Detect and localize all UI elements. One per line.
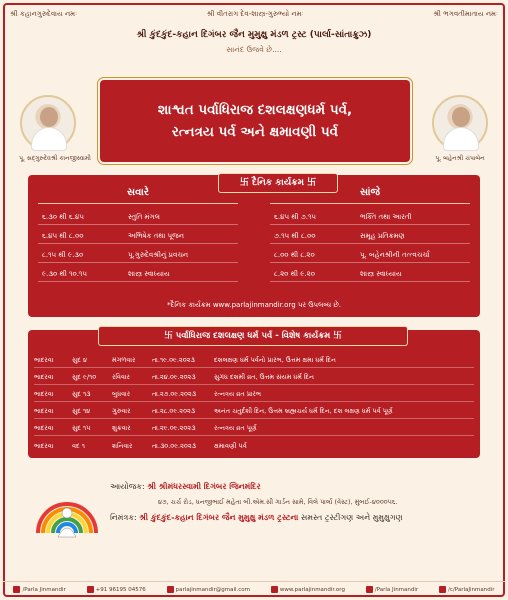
invocation-center: શ્રી વીતરાગ દેવ-શાસ્ત્ર-ગુરુભ્યો નમઃ [206,10,304,18]
title-line-2: રત્નત્રય પર્વ અને ક્ષમાવણી પર્વ [171,124,339,140]
schedule-event: શાસ્ત્ર સ્વાધ્યાય [360,270,402,278]
mail-icon [167,586,174,593]
row-date: તા.૧૯.૦૯.૨૦૨૩ [152,356,195,364]
title-line-1: શાશ્વત પર્વાધિરાજ દશલક્ષણધર્મ પર્વ, [157,102,353,118]
organizer-name: શ્રી શ્રીમંધરસ્વામી દિગંબર જિનમંદિર [147,482,261,491]
youtube-icon [439,586,446,593]
trust-title: શ્રી કુંદકુંદ-કહાન દિગંબર જૈન મુમુક્ષુ મંડળ ટ્રસ્ટ (પાર્લા-સાંતાક્રુઝ) [136,30,372,40]
daily-footnote: *દૈનિક કાર્યક્રમ www.parlajinmandir.org પર ઉપલબ્ધ છે. [166,301,342,309]
row-day: રવિવાર [112,373,130,381]
schedule-time: ૭.૧૫ થી ૮.૦૦ [274,232,316,240]
schedule-event: પૂ.ગુરુદેવશ્રીનું પ્રવચન [128,251,189,259]
row-tithi: સુદ ૧૩ [72,390,91,398]
row-month: ભાદરવા [34,356,54,364]
schedule-time: ૮.૨૦ થી ૯.૨૦ [274,270,315,278]
contact-footer [3,581,505,597]
globe-icon [271,586,278,593]
footer-social[interactable]: /Parla Jinmandir [366,586,418,593]
organizer-block [110,482,490,529]
facebook-icon [366,586,373,593]
phone-icon [87,586,94,593]
row-month: ભાદરવા [34,407,54,415]
row-date: તા.૨૭.૦૯.૨૦૨૩ [152,390,197,398]
special-heading: 卐 પર્વાધિરાજ દશલક્ષણ ધર્મ પર્વ - વિશેષ કાર્યક્રમ 卐 [98,326,408,346]
special-row [34,422,474,436]
row-event: અનંત ચતુર્દશી દિન, ઉત્તમ બ્રહ્મચર્ય ધર્મ દિન, દશ લક્ષણ ધર્મ પર્વ પૂર્ણ [214,407,393,415]
row-day: બુધવાર [112,390,131,398]
footer-phone[interactable]: +91 96195 04576 [87,586,146,593]
portrait-left-caption: પૂ. સદ્ગુરુદેવશ્રી કાનજીસ્વામી [19,155,91,162]
row-event: સુગંધ દશમી વ્રત, ઉત્તમ સંયમ ધર્મ દિન [214,373,314,381]
schedule-event: પૂ. બહેનશ્રીની તત્ત્વચર્ચા [360,251,430,259]
footer-youtube[interactable]: /c/ParlaJinmandir [439,586,494,593]
schedule-event: સમૂહ પ્રતિક્રમણ [360,232,405,240]
row-date: તા.૩૦.૦૯.૨૦૨૩ [152,441,196,450]
row-tithi: સુદ ૯/૧૦ [72,373,97,381]
row-day: મંગળવાર [112,356,136,364]
footer-facebook[interactable]: /Parla Jinmandir [13,586,65,593]
row-event: ક્ષમાવણી પર્વ [214,441,247,450]
evening-row [270,230,470,244]
footer-email[interactable]: parlajinmandir@gmail.com [167,586,250,593]
evening-row [270,249,470,263]
row-day: શુક્રવાર [112,424,131,432]
schedule-event: ભક્તિ તથા આરતી [360,213,412,221]
special-row [34,371,474,385]
presents-text: સાનંદ ઉજવે છે.... [226,45,282,54]
invocation-right: શ્રી ભગવતીમાતાય નમઃ [433,10,498,18]
portrait-left [20,95,76,151]
morning-row [38,230,238,244]
row-month: ભાદરવા [34,390,54,398]
schedule-time: ૮.૧૫ થી ૯.૩૦ [42,251,84,259]
schedule-time: ૬.૪૫ થી ૮.૦૦ [42,232,84,240]
morning-row [38,211,238,225]
row-date: તા.૨૮.૦૯.૨૦૨૩ [152,407,196,415]
organizer-label: આયોજક: [110,482,145,491]
daily-schedule [28,175,480,317]
organizer-line [110,482,490,492]
special-program [28,330,480,458]
portrait-right [432,95,488,151]
schedule-time: ૬.૩૦ થી ૬.૪૫ [42,213,84,221]
row-date: તા.૨૪.૦૯.૨૦૨૩ [152,373,196,381]
row-month: ભાદરવા [34,373,54,381]
invocation-row [10,10,498,24]
schedule-time: ૬.૪૫ થી ૭.૧૫ [274,213,317,221]
footer-website[interactable]: www.parlajinmandir.org [271,586,345,593]
portrait-right-caption: પૂ. બહેનશ્રી ચંપાબેન [435,155,485,162]
row-event: રત્નત્રય વ્રત પૂર્ણ [214,424,257,432]
row-tithi: વદ ૧ [72,441,85,450]
inviter-line [110,513,490,523]
special-row [34,405,474,419]
row-tithi: સુદ ૧૪ [72,407,91,415]
evening-row [270,268,470,282]
schedule-time: ૯.૩૦ થી ૧૦.૧૫ [42,270,87,278]
schedule-event: શાસ્ત્ર સ્વાધ્યાય [128,270,170,278]
row-event: દશલક્ષણ ધર્મ પર્વનો પ્રારંભ, ઉત્તમ ક્ષમા ધર્મ દિન [214,356,336,364]
facebook-icon [13,586,20,593]
inviter-tail: સમસ્ત ટ્રસ્ટીગણ અને મુમુક્ષુગણ [300,513,403,522]
schedule-event: સ્તુતિ મંગલ [128,213,160,221]
row-day: શનિવાર [112,441,133,450]
morning-row [38,249,238,263]
special-row [34,439,474,453]
row-day: ગુરુવાર [112,407,131,415]
row-month: ભાદરવા [34,424,54,432]
title-banner [100,80,410,162]
row-date: તા.૨૯.૦૯.૨૦૨૩ [152,424,196,432]
row-month: ભાદરવા [34,441,54,450]
daily-heading: 卐 દૈનિક કાર્યક્રમ 卐 [218,173,338,193]
address: ૪૭, ચર્ચ રોડ, ધનજીભાઈ મહેતા બી.એમ.સી ગાર્ડન સામે, વિલે પાર્લા (વેસ્ટ), મુંબઈ-૪૦૦૦૫૬. [158,498,398,506]
row-event: રત્નત્રય વ્રત પ્રારંભ [214,390,262,398]
row-tithi: સુદ ૧૫ [72,424,91,432]
special-row [34,388,474,402]
schedule-time: ૮.૦૦ થી ૮.૨૦ [274,251,315,259]
evening-row [270,211,470,225]
temple-logo-icon [32,475,102,545]
schedule-event: અભિષેક તથા પૂજન [128,232,184,240]
row-tithi: સુદ ૪ [72,356,87,364]
morning-title: સવારે [127,187,149,198]
invocation-left: શ્રી કહાનગુરુદેવાય નમઃ [10,10,78,18]
inviter-label: નિમંત્રક: [110,513,137,522]
inviter-name: શ્રી કુંદકુંદ-કહાન દિગંબર જૈન મુમુક્ષુ મંડળ ટ્રસ્ટના [139,513,299,522]
morning-row [38,268,238,282]
special-row [34,354,474,368]
evening-title: સાંજે [359,187,380,198]
